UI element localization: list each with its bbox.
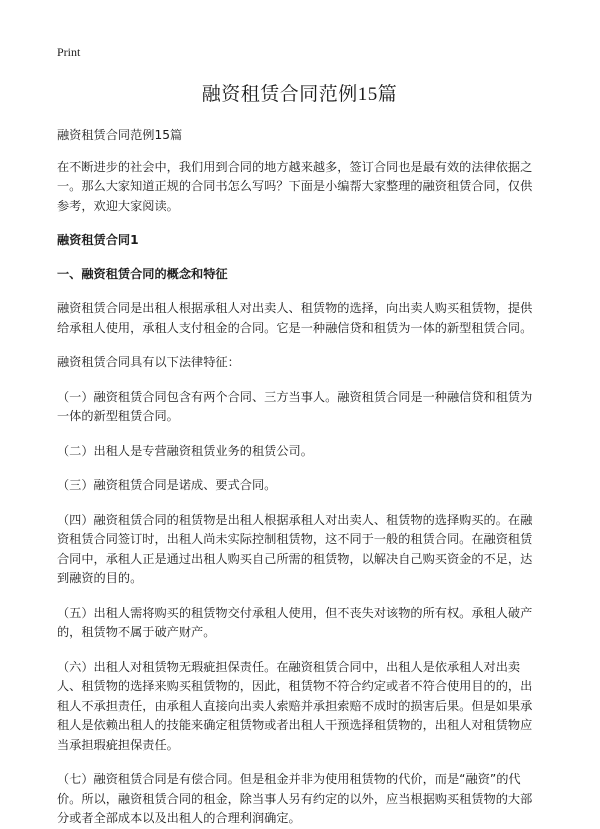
feature-item-2: （二）出租人是专营融资租赁业务的租赁公司。	[57, 443, 313, 458]
feature-item-5: （五）出租人需将购买的租赁物交付承租人使用，但不丧失对该物的所有权。承租人破产的，租赁物不属于破产财产。	[57, 605, 533, 639]
page-title: 融资租赁合同范例15篇	[201, 84, 398, 105]
print-link[interactable]: Print	[57, 45, 81, 59]
features-lead: 融资租赁合同具有以下法律特征：	[57, 355, 240, 369]
document-subtitle: 融资租赁合同范例15篇	[57, 128, 183, 142]
feature-item-4: （四）融资租赁合同的租赁物是出租人根据承租人对出卖人、租赁物的选择购买的。在融资租赁合同签订时，出租人尚未实际控制租赁物，这不同于一般的租赁合同。在融资租赁合同中，承租人正是通过出租人购买自己所需的租赁物，以解决自己购买资金的不足，达到融资的目的。	[57, 512, 533, 585]
feature-item-6: （六）出租人对租赁物无瑕疵担保责任。在融资租赁合同中，出租人是依承租人对出卖人、租赁物的选择来购买租赁物的，因此，租赁物不符合约定或者不符合使用目的的，出租人不承担责任，由承租人直接向出卖人索赔并承担索赔不成时的损害后果。但是如果承租人是依赖出租人的技能来确定租赁物或者出租人干预选择租赁物的，出租人对租赁物应当承担瑕疵担保责任。	[57, 659, 533, 752]
intro-paragraph: 在不断进步的社会中，我们用到合同的地方越来越多，签订合同也是最有效的法律依据之一。那么大家知道正规的合同书怎么写吗？下面是小编帮大家整理的融资租赁合同，仅供参考，欢迎大家阅读。	[57, 159, 533, 213]
feature-item-1: （一）融资租赁合同包含有两个合同、三方当事人。融资租赁合同是一种融信贷和租赁为一体的新型租赁合同。	[57, 389, 533, 423]
definition-paragraph: 融资租赁合同是出租人根据承租人对出卖人、租赁物的选择，向出卖人购买租赁物，提供给承租人使用，承租人支付租金的合同。它是一种融信贷和租赁为一体的新型租赁合同。	[57, 301, 533, 335]
feature-item-3: （三）融资租赁合同是诺成、要式合同。	[57, 478, 277, 492]
feature-item-7: （七）融资租赁合同是有偿合同。但是租金并非为使用租赁物的代价，而是“融资”的代价。所以，融资租赁合同的租金，除当事人另有约定的以外，应当根据购买租赁物的大部分或者全部成本以及出租人的合理利润确定。	[57, 772, 533, 825]
section-heading: 融资租赁合同1	[57, 233, 139, 247]
subsection-heading: 一、融资租赁合同的概念和特征	[57, 267, 228, 281]
